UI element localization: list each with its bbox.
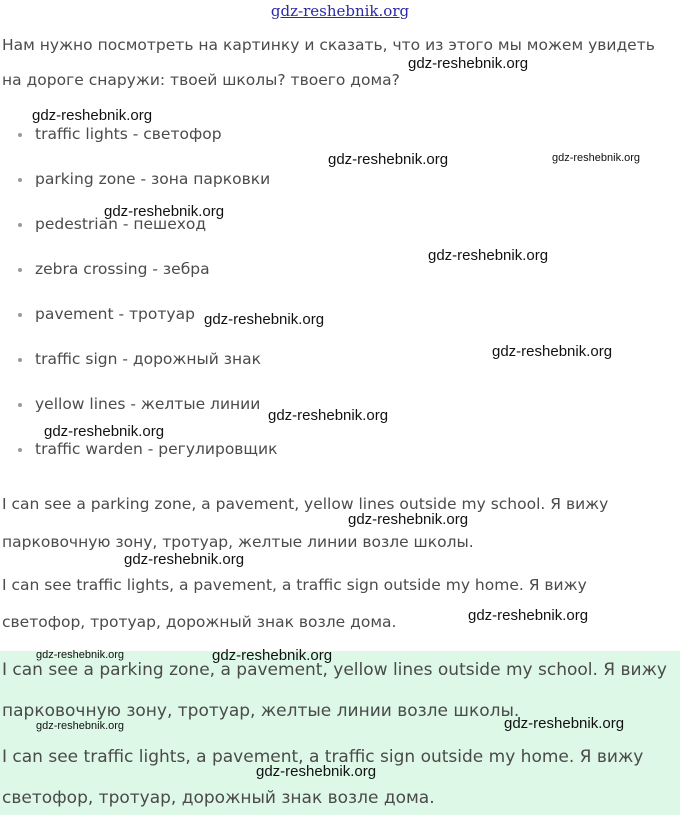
watermark: gdz-reshebnik.org xyxy=(124,551,245,568)
bullet-icon xyxy=(18,358,22,362)
list-item xyxy=(18,305,195,323)
list-item-text: zebra crossing - зебра xyxy=(35,260,210,278)
list-item xyxy=(18,350,261,368)
list-item-text: pedestrian - пешеход xyxy=(35,215,207,233)
highlighted-answer-school-line-1: I can see a parking zone, a pavement, yellow lines outside my school. Я вижу xyxy=(2,660,667,680)
list-item xyxy=(18,170,270,188)
list-item xyxy=(18,260,210,278)
watermark: gdz-reshebnik.org xyxy=(492,343,613,360)
highlighted-answer-school-line-2: парковочную зону, тротуар, желтые линии возле школы. xyxy=(2,701,520,721)
intro-line-2: на дороге снаружи: твоей школы? твоего дома? xyxy=(2,71,400,89)
watermark: gdz-reshebnik.org xyxy=(328,151,449,168)
watermark: gdz-reshebnik.org xyxy=(348,511,469,528)
list-item xyxy=(18,440,277,458)
list-item xyxy=(18,125,222,143)
bullet-icon xyxy=(18,403,22,407)
watermark: gdz-reshebnik.org xyxy=(32,107,153,124)
watermark: gdz-reshebnik.org xyxy=(36,720,125,732)
watermark: gdz-reshebnik.org xyxy=(268,407,389,424)
bullet-icon xyxy=(18,313,22,317)
answer-home-line-1: I can see traffic lights, a pavement, a traffic sign outside my home. Я вижу xyxy=(2,576,587,594)
list-item-text: traffic lights - светофор xyxy=(35,125,222,143)
list-item-text: traffic warden - регулировщик xyxy=(35,440,278,458)
highlighted-answer-home-line-2: светофор, тротуар, дорожный знак возле дома. xyxy=(2,788,435,808)
watermark: gdz-reshebnik.org xyxy=(552,152,641,164)
bullet-icon xyxy=(18,223,22,227)
list-item xyxy=(18,395,260,413)
watermark: gdz-reshebnik.org xyxy=(504,715,625,732)
list-item-text: parking zone - зона парковки xyxy=(35,170,271,188)
site-link[interactable]: gdz-reshebnik.org xyxy=(270,2,410,20)
bullet-icon xyxy=(18,133,22,137)
watermark: gdz-reshebnik.org xyxy=(428,247,549,264)
watermark: gdz-reshebnik.org xyxy=(408,55,529,72)
answer-home-line-2: светофор, тротуар, дорожный знак возле дома. xyxy=(2,613,397,631)
watermark: gdz-reshebnik.org xyxy=(256,763,377,780)
watermark: gdz-reshebnik.org xyxy=(212,647,333,664)
intro-line-1: Нам нужно посмотреть на картинку и сказать, что из этого мы можем увидеть xyxy=(2,36,655,54)
bullet-icon xyxy=(18,448,22,452)
watermark: gdz-reshebnik.org xyxy=(468,607,589,624)
watermark: gdz-reshebnik.org xyxy=(36,649,125,661)
watermark: gdz-reshebnik.org xyxy=(204,311,325,328)
watermark: gdz-reshebnik.org xyxy=(44,423,165,440)
highlighted-answer-home-line-1: I can see traffic lights, a pavement, a traffic sign outside my home. Я вижу xyxy=(2,747,644,767)
bullet-icon xyxy=(18,178,22,182)
answer-school-line-1: I can see a parking zone, a pavement, yellow lines outside my school. Я вижу xyxy=(2,495,609,513)
list-item-text: yellow lines - желтые линии xyxy=(35,395,261,413)
list-item-text: traffic sign - дорожный знак xyxy=(35,350,261,368)
bullet-icon xyxy=(18,268,22,272)
watermark: gdz-reshebnik.org xyxy=(104,203,225,220)
list-item-text: pavement - тротуар xyxy=(35,305,195,323)
answer-school-line-2: парковочную зону, тротуар, желтые линии возле школы. xyxy=(2,533,474,551)
